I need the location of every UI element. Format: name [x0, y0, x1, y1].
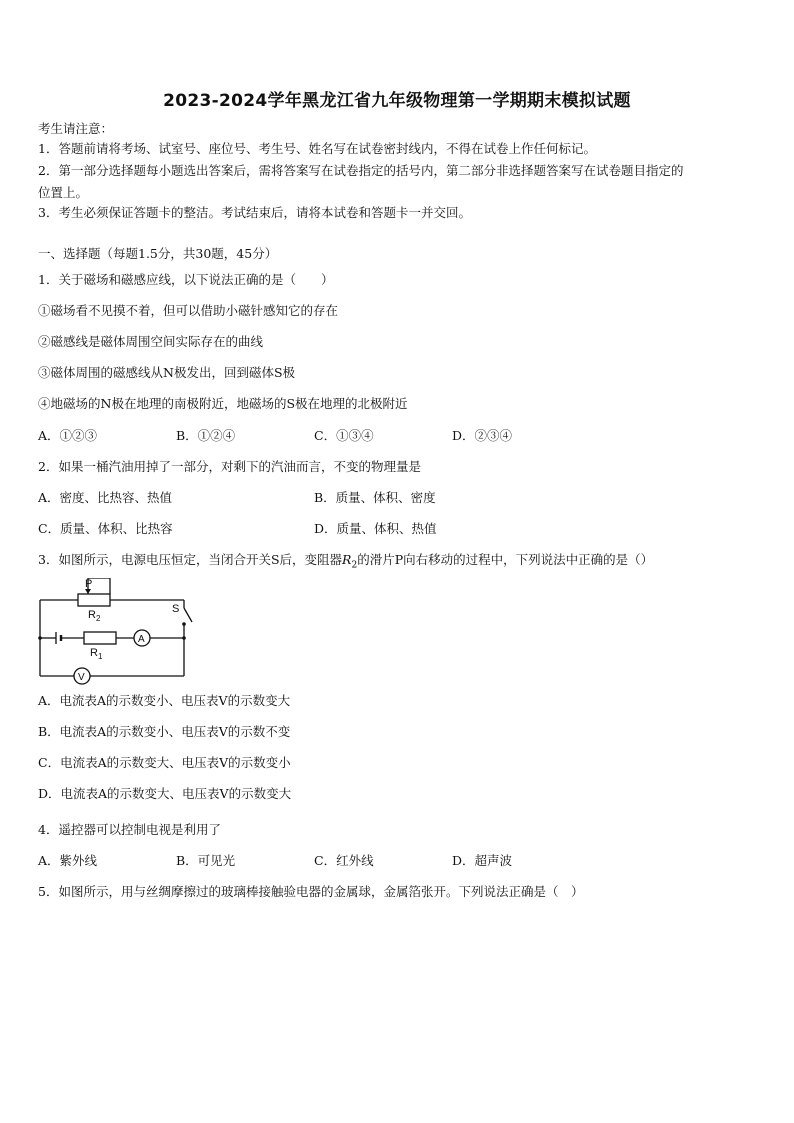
q4-option-c: C．红外线 [314, 853, 374, 868]
q5-stem: 5．如图所示，用与丝绸摩擦过的玻璃棒接触验电器的金属球，金属箔张开。下列说法正确是（ ） [38, 884, 584, 899]
q1-option-b: B．①②④ [176, 428, 236, 443]
label-ammeter: A [138, 634, 145, 645]
q4-option-a: A．紫外线 [38, 853, 98, 868]
q3-stem-r: R [342, 552, 352, 567]
q2-option-b: B．质量、体积、密度 [314, 490, 436, 505]
q1-option-c: C．①③④ [314, 428, 374, 443]
q4-option-b: B．可见光 [176, 853, 236, 868]
notice-item-1: 1．答题前请将考场、试室号、座位号、考生号、姓名写在试卷密封线内，不得在试卷上作任何标记。 [38, 141, 596, 156]
q3-option-a: A．电流表A的示数变小、电压表V的示数变大 [38, 693, 291, 708]
q3-stem-part-b: 的滑片P向右移动的过程中，下列说法中正确的是（） [357, 552, 654, 567]
junction-left [38, 636, 42, 640]
q3-stem-sub: 2 [351, 560, 358, 571]
q3-option-b: B．电流表A的示数变小、电压表V的示数不变 [38, 724, 291, 739]
q4-stem: 4．遥控器可以控制电视是利用了 [38, 822, 221, 837]
switch-contact [182, 622, 186, 626]
junction-right [182, 636, 186, 640]
q1-option-d: D．②③④ [452, 428, 513, 443]
q1-statement-3: ③磁体周围的磁感线从N极发出，回到磁体S极 [38, 365, 296, 380]
label-r2: R [88, 609, 96, 621]
notice-item-2-cont: 位置上。 [38, 185, 89, 200]
q2-option-a: A．密度、比热容、热值 [38, 490, 173, 505]
label-r1: R [90, 647, 98, 659]
label-r2-sub: 2 [96, 614, 101, 623]
q3-stem [38, 552, 653, 574]
resistor-r1 [84, 632, 116, 644]
q1-stem: 1．关于磁场和磁感应线，以下说法正确的是（ ） [38, 272, 334, 287]
q2-stem: 2．如果一桶汽油用掉了一部分，对剩下的汽油而言，不变的物理量是 [38, 459, 421, 474]
notice-item-3: 3．考生必须保证答题卡的整洁。考试结束后，请将本试卷和答题卡一并交回。 [38, 205, 471, 220]
q4-option-d: D．超声波 [452, 853, 513, 868]
q1-statement-2: ②磁感线是磁体周围空间实际存在的曲线 [38, 334, 264, 349]
section-heading: 一、选择题（每题1.5分，共30题，45分） [38, 246, 278, 261]
q3-stem-part-a: 3．如图所示，电源电压恒定，当闭合开关S后，变阻器 [38, 552, 343, 567]
label-s: S [172, 603, 180, 615]
q1-option-a: A．①②③ [38, 428, 98, 443]
label-p: P [85, 578, 93, 590]
notice-item-2: 2．第一部分选择题每小题选出答案后，需将答案写在试卷指定的括号内，第二部分非选择题答案写在试卷题目指定的 [38, 163, 684, 178]
q2-option-d: D．质量、体积、热值 [314, 521, 437, 536]
q3-option-d: D．电流表A的示数变大、电压表V的示数变大 [38, 786, 292, 801]
q1-statement-1: ①磁场看不见摸不着，但可以借助小磁针感知它的存在 [38, 303, 339, 318]
circuit-diagram [36, 578, 196, 688]
q1-statement-4: ④地磁场的N极在地理的南极附近，地磁场的S极在地理的北极附近 [38, 396, 408, 411]
q2-option-c: C．质量、体积、比热容 [38, 521, 173, 536]
switch-s [184, 608, 192, 622]
slider-bypass-wire [96, 578, 110, 594]
label-r1-sub: 1 [98, 652, 103, 661]
notice-heading: 考生请注意： [38, 121, 114, 136]
page-title: 2023-2024学年黑龙江省九年级物理第一学期期末模拟试题 [163, 91, 631, 111]
rheostat-r2 [78, 594, 110, 606]
label-voltmeter: V [78, 672, 85, 683]
q3-option-c: C．电流表A的示数变大、电压表V的示数变小 [38, 755, 291, 770]
